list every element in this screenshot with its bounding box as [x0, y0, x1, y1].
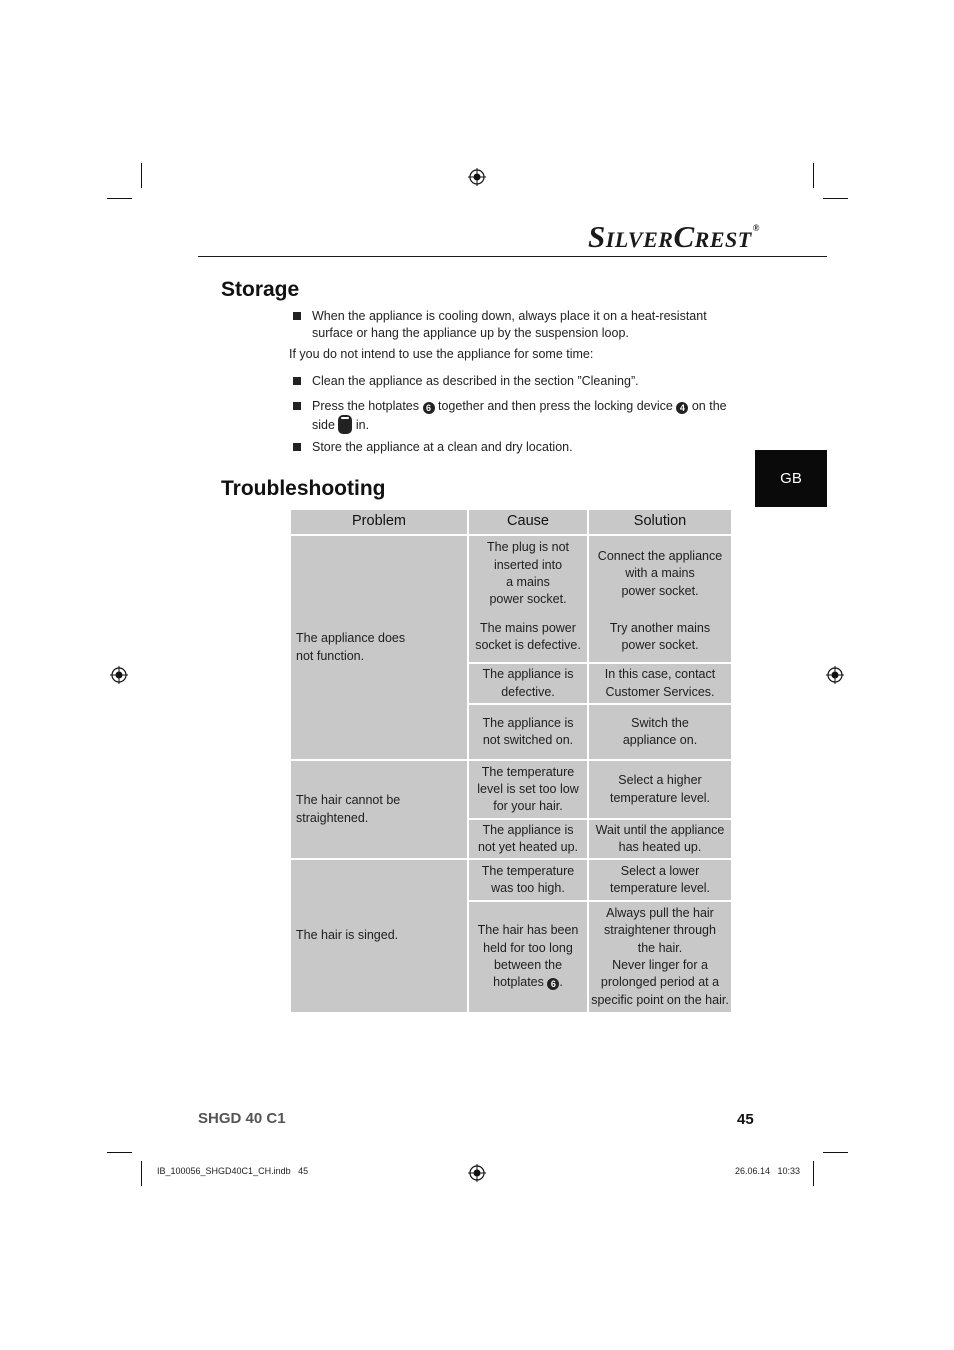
storage-intro: If you do not intend to use the appliance for some time: — [289, 347, 594, 361]
registration-mark-icon — [826, 666, 844, 684]
problem-cell — [291, 761, 467, 858]
solution-cell — [589, 612, 731, 662]
cause-cell-text: The temperature level is set too low for your hair. — [477, 764, 579, 814]
crop-mark — [141, 163, 142, 188]
language-tab: GB — [755, 450, 827, 507]
cause-cell-text: The plug is not inserted into a mains power socket. — [487, 540, 569, 607]
brand-logo: SILVERCREST® — [588, 219, 760, 254]
locking-device-number-icon: 4 — [676, 402, 688, 414]
cause-cell — [469, 820, 587, 858]
crop-mark — [823, 198, 848, 199]
solution-cell-text: Try another mains power socket. — [609, 620, 711, 652]
crop-mark — [813, 163, 814, 188]
bullet-square-icon — [293, 402, 301, 410]
column-header-text: Problem — [352, 513, 406, 530]
cause-cell-text: The appliance is not yet heated up. — [477, 822, 579, 854]
cause-cell — [469, 536, 587, 612]
column-header-text: Cause — [507, 513, 549, 530]
cause-cell — [469, 860, 587, 900]
column-header — [469, 510, 587, 534]
crop-mark — [107, 1152, 132, 1153]
solution-cell — [589, 761, 731, 818]
solution-cell-text: Always pull the hair straightener through the hair. Never linger for a prolonged period at a specific point on the hair. — [591, 906, 729, 1007]
solution-cell-text: Wait until the appliance has heated up. — [595, 822, 725, 854]
registration-mark-icon — [110, 666, 128, 684]
solution-cell — [589, 705, 731, 759]
print-slug-file: IB_100056_SHGD40C1_CH.indb 45 — [157, 1166, 309, 1176]
problem-cell-text: The appliance does not function. — [296, 631, 406, 663]
cause-cell — [469, 761, 587, 818]
bullet-square-icon — [293, 443, 301, 451]
crop-mark — [107, 198, 132, 199]
solution-cell-text: Select a higher temperature level. — [609, 773, 711, 805]
cause-cell-text: The mains power socket is defective. — [475, 620, 581, 652]
registration-mark-icon — [468, 1164, 486, 1182]
problem-cell — [291, 536, 467, 759]
problem-cell — [291, 860, 467, 1012]
cause-cell — [469, 705, 587, 759]
solution-cell — [589, 664, 731, 703]
solution-cell — [589, 860, 731, 900]
problem-cell-text: The hair is singed. — [296, 928, 399, 943]
solution-cell — [589, 820, 731, 858]
cause-cell-text: The appliance is not switched on. — [482, 715, 574, 747]
column-header — [589, 510, 731, 534]
solution-cell-text: Connect the appliance with a mains power socket. — [597, 549, 723, 598]
column-header-text: Solution — [633, 513, 687, 530]
problem-cell-text: The hair cannot be straightened. — [296, 793, 401, 825]
registration-mark-icon — [468, 168, 486, 186]
cause-cell — [469, 902, 587, 1012]
bullet-square-icon — [293, 312, 301, 320]
header-rule — [198, 256, 827, 257]
cause-cell — [469, 612, 587, 662]
print-slug-date: 26.06.14 10:33 — [735, 1166, 801, 1176]
solution-cell — [589, 902, 731, 1012]
bullet-square-icon — [293, 377, 301, 385]
troubleshooting-heading: Troubleshooting — [221, 477, 386, 500]
model-number: SHGD 40 C1 — [198, 1110, 286, 1127]
cause-cell-text: The appliance is defective. — [482, 667, 574, 699]
page-number: 45 — [737, 1111, 754, 1128]
lock-slider-icon — [338, 415, 352, 434]
cause-cell-text: The hair has been held for too long between the hotplates 6 . — [477, 923, 579, 990]
storage-heading: Storage — [221, 278, 300, 301]
solution-cell — [589, 536, 731, 612]
cause-cell-text: The temperature was too high. — [481, 863, 575, 895]
solution-cell-text: Select a lower temperature level. — [609, 863, 711, 895]
solution-cell-text: Switch the appliance on. — [622, 715, 698, 747]
crop-mark — [823, 1152, 848, 1153]
crop-mark — [141, 1161, 142, 1186]
hotplates-number-icon: 6 — [423, 402, 435, 414]
crop-mark — [813, 1161, 814, 1186]
cause-cell — [469, 664, 587, 703]
hotplates-number-icon: 6 — [547, 978, 559, 990]
column-header — [291, 510, 467, 534]
solution-cell-text: In this case, contact Customer Services. — [604, 667, 716, 699]
